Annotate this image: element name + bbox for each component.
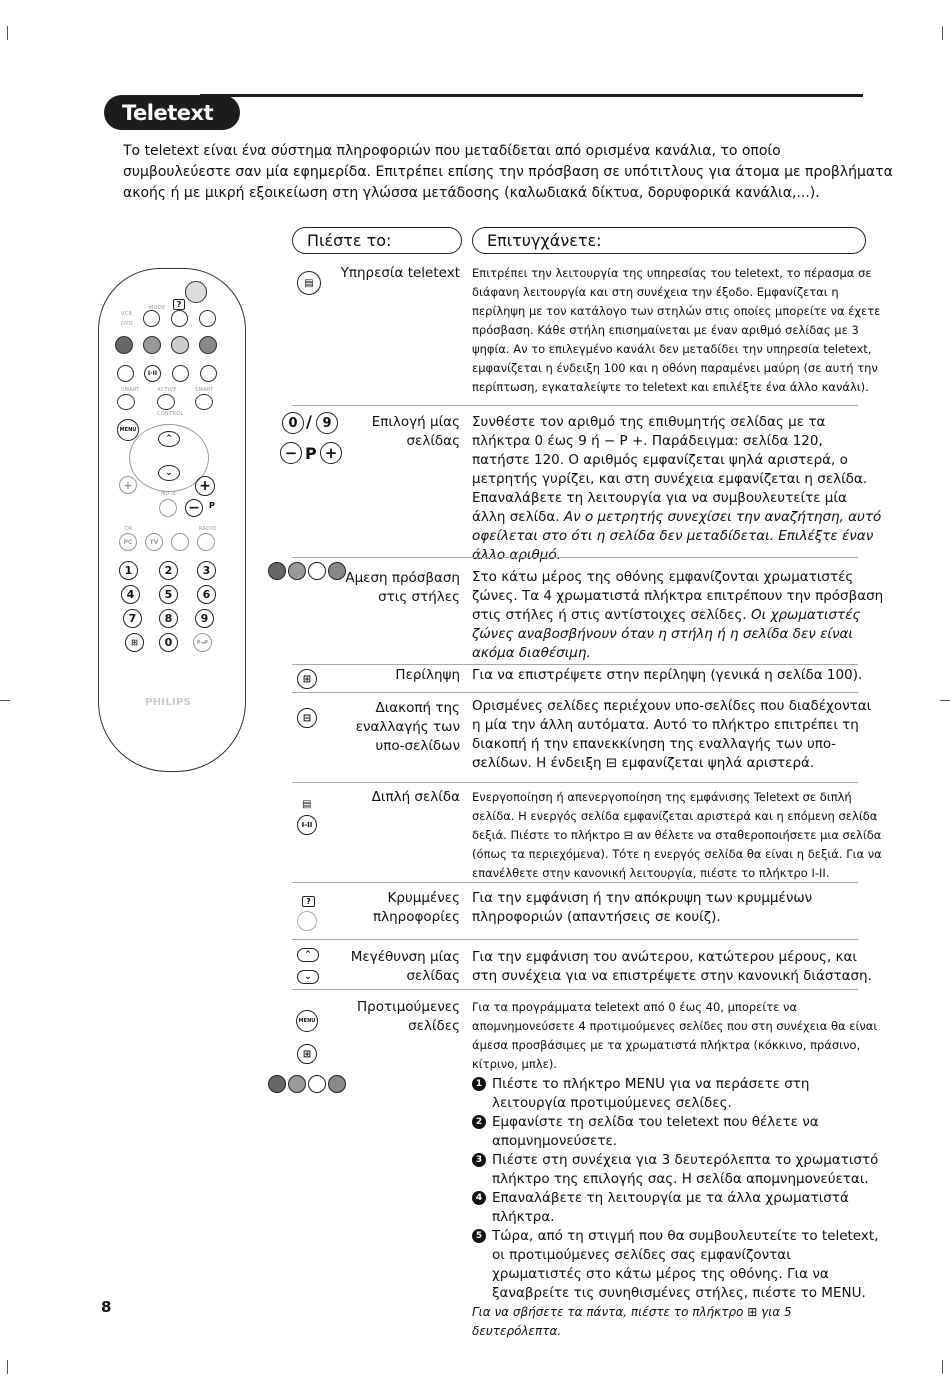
pc-button: PC xyxy=(119,533,137,551)
footnote: Για να σβήσετε τα πάντα, πιέστε το πλήκτρο ⊞ για 5 δευτερόλεπτα. xyxy=(472,1305,792,1338)
crop-mark xyxy=(7,1360,8,1374)
crop-mark xyxy=(942,26,943,40)
teletext-icon: ▤ xyxy=(297,271,321,295)
step-marker: 5 xyxy=(472,1229,486,1243)
green-key-icon xyxy=(288,1075,306,1093)
step-marker: 1 xyxy=(472,1077,486,1091)
remote-btn xyxy=(171,533,189,551)
row-desc xyxy=(472,998,884,1341)
row-desc: Ενεργοποίηση ή απενεργοποίηση της εμφάνισης Teletext σε διπλή σελίδα. Η ενεργός σελίδα εμφανίζεται αριστερά και η επόμενη σελίδα δεξιά. Πιέστε το πλήκτρο ⊟ αν θέλετε να σταθεροποιήσετε μια σελίδα (όπως τα περιεχόμενα). Τότε η ενεργός σελίδα θα είναι η δεξιά. Για να επανέλθετε στην κανονική λειτουργία, πιέστε το πλήκτρο I-II. xyxy=(472,790,882,880)
help-small-icon: ? xyxy=(302,896,315,907)
crop-mark xyxy=(942,1360,943,1374)
down-button: ⌄ xyxy=(158,465,180,481)
remote-btn xyxy=(171,310,188,327)
row-desc-intro: Για τα προγράμματα teletext από 0 έως 40, μπορείτε να απομνημονεύσετε 4 προτιμούμενες σελίδες που στη συνέχεια θα είναι άμεσα προσβάσιμες με τα χρωματιστά πλήκτρα (κόκκινο, πράσινο, κίτρινο, μπλε). xyxy=(472,1000,878,1071)
remote-btn xyxy=(157,394,175,410)
row-label: Περίληψη xyxy=(395,667,460,683)
blue-button xyxy=(199,336,217,354)
help-button: ? xyxy=(173,299,185,310)
row-desc-italic: Οι χρωματιστές ζώνες αναβοσβήνουν όταν η στήλη ή η σελίδα δεν είναι ακόμα διαθέσιμη. xyxy=(472,607,861,661)
index-icon: ⊞ xyxy=(297,1044,317,1064)
row-desc xyxy=(472,413,884,565)
row-desc: Για την εμφάνιση ή την απόκρυψη των κρυμμένων πληροφοριών (απαντήσεις σε κουίζ). xyxy=(472,890,813,925)
remote-label-smart2: SMART xyxy=(195,387,214,393)
power-button xyxy=(185,281,207,303)
crop-mark xyxy=(7,26,8,40)
row-label: Προτιμούμενες σελίδες xyxy=(357,999,460,1034)
page-number: 8 xyxy=(101,1298,112,1316)
step-text: Πιέστε στη συνέχεια για 3 δευτερόλεπτα το χρωματιστό πλήκτρο της επιλογής σας. Η σελίδα απομνημονεύεται. xyxy=(492,1152,879,1187)
digit-7: 7 xyxy=(123,609,142,628)
remote-label-mute: MUTE xyxy=(161,491,177,497)
menu-icon: MENU xyxy=(296,1010,318,1032)
row-desc-text: Συνθέστε τον αριθμό της επιθυμητής σελίδας με τα πλήκτρα 0 έως 9 ή − P +. Παράδειγμα: σελίδα 120, πατήστε 120. Ο αριθμός εμφανίζεται ψηλά αριστερά, ο μετρητής γυρίζει, και στη συνέχεια εμφανίζεται η σελίδα. Επαναλάβετε τη λειτουργία για να συμβουλευτείτε μία άλλη σελίδα. xyxy=(472,414,868,525)
intro-paragraph: Το teletext είναι ένα σύστημα πληροφοριών που μεταδίδεται από ορισμένα κανάλια, το οποίο συμβουλεύεστε σαν μία εφημερίδα. Επιτρέπει επίσης την πρόσβαση σε υπότιτλους για άτομα με προβλήματα ακοής ή με μικρή εξοικείωση στη γλώσσα μετάδοσης (καλωδιακά δίκτυα, δορυφορικά κανάλια,...). xyxy=(123,143,893,201)
remote-btn xyxy=(199,310,216,327)
green-button xyxy=(143,336,161,354)
row-favorites xyxy=(292,989,879,1338)
yellow-key-icon xyxy=(308,562,326,580)
row-desc xyxy=(472,568,884,663)
p-minus-button: − xyxy=(185,499,203,517)
double-page-small-icon: ▤ xyxy=(302,799,312,810)
digit-9: 9 xyxy=(195,609,214,628)
p-plus-button: + xyxy=(195,476,215,496)
digit-8: 8 xyxy=(159,609,178,628)
digit-1: 1 xyxy=(119,561,138,580)
remote-brand: PHILIPS xyxy=(145,697,192,708)
step-item xyxy=(472,1075,884,1113)
crop-mark xyxy=(940,700,950,701)
red-key-icon xyxy=(268,562,286,580)
step-text: Τώρα, από τη στιγμή που θα συμβουλευτείτε το teletext, οι προτιμούμενες σελίδες σας εμφανίζονται χρωματιστές στο κάτω μέρος της οθόνης. Για να ξαναβρείτε τις συνηθισμένες στήλες, πιέστε το MENU. xyxy=(492,1228,879,1301)
digit-2: 2 xyxy=(159,561,178,580)
step-text: Πιέστε το πλήκτρο MENU για να περάσετε στη λειτουργία προτιμούμενες σελίδες. xyxy=(492,1076,810,1111)
remote-btn xyxy=(143,310,160,327)
up-arrow-icon: ⌃ xyxy=(297,948,319,962)
digit-0-icon: 0 xyxy=(282,412,304,434)
remote-label-smart: SMART xyxy=(121,387,140,393)
step-item xyxy=(472,1189,884,1227)
index-icon: ⊞ xyxy=(297,669,317,689)
remote-label-dr: DR xyxy=(125,526,133,532)
row-page-select xyxy=(284,405,882,563)
dual-page-button: I-II xyxy=(144,365,161,382)
row-desc-text: Στο κάτω μέρος της οθόνης εμφανίζονται χρωματιστές ζώνες. Τα 4 χρωματιστά πλήκτρα επιτρέπουν την πρόσβαση στις στήλες ή στις αντίστοιχες σελίδες. xyxy=(472,569,884,623)
remote-label-dvd: DVD xyxy=(121,321,133,327)
teletext-button xyxy=(200,365,217,382)
digit-0: 0 xyxy=(159,633,178,652)
digit-9-icon: 9 xyxy=(316,412,338,434)
remote-btn xyxy=(197,533,215,551)
digit-4: 4 xyxy=(121,585,140,604)
row-subpage-stop xyxy=(292,692,872,782)
row-hidden-info xyxy=(292,882,858,939)
up-button: ⌃ xyxy=(158,431,180,447)
row-label: Υπηρεσία teletext xyxy=(340,265,460,281)
index-button: ⊞ xyxy=(125,633,144,652)
step-list xyxy=(472,1075,884,1303)
digit-6: 6 xyxy=(197,585,216,604)
row-desc: Για να επιστρέψετε στην περίληψη (γενικά η σελίδα 100). xyxy=(472,667,863,683)
remote-btn xyxy=(117,394,135,410)
step-marker: 2 xyxy=(472,1115,486,1129)
yellow-button xyxy=(171,336,189,354)
p-plus-icon: + xyxy=(320,442,342,464)
step-item xyxy=(472,1227,884,1303)
red-key-icon xyxy=(268,1075,286,1093)
remote-btn xyxy=(172,365,189,382)
step-text: Εμφανίστε τη σελίδα του teletext που θέλετε να απομνημονεύσετε. xyxy=(492,1114,819,1149)
pip-button: P◄P xyxy=(193,633,212,652)
row-label: Επιλογή μίας σελίδας xyxy=(371,414,460,449)
green-key-icon xyxy=(288,562,306,580)
header-press: Πιέστε το: xyxy=(292,227,462,254)
row-desc-italic: Αν ο μετρητής συνεχίσει την αναζήτηση, αυτό οφείλεται στο ότι η σελίδα δεν μεταδίδεται. Επιλέξτε έναν άλλο αριθμό. xyxy=(472,509,882,563)
reveal-icon xyxy=(297,911,317,931)
blue-key-icon xyxy=(328,1075,346,1093)
down-arrow-icon: ⌄ xyxy=(297,970,319,984)
step-text: Επαναλάβετε τη λειτουργία με τα άλλα χρωματιστά πλήκτρα. xyxy=(492,1190,849,1225)
row-desc: Ορισμένες σελίδες περιέχουν υπο-σελίδες που διαδέχονται η μία την άλλη αυτόματα. Αυτό το πλήκτρο επιτρέπει τη διακοπή ή την επανεκκίνηση της εναλλαγής των υπο-σελίδων. Η ένδειξη ⊟ εμφανίζεται ψηλά αριστερά. xyxy=(472,698,872,771)
digit-5: 5 xyxy=(159,585,178,604)
row-teletext-service xyxy=(292,262,881,405)
remote-btn xyxy=(117,365,134,382)
red-button xyxy=(115,336,133,354)
menu-button: MENU xyxy=(117,419,139,441)
hold-icon: ⊟ xyxy=(297,708,317,728)
remote-label-p: P xyxy=(209,501,216,510)
mute-button xyxy=(159,499,177,517)
row-desc: Για την εμφάνιση του ανώτερου, κατώτερου μέρους, και στη συνέχεια για να επιστρέψετε στην κανονική διάσταση. xyxy=(472,949,872,984)
row-desc: Επιτρέπει την λειτουργία της υπηρεσίας του teletext, το πέρασμα σε διάφανη λειτουργία και στη συνέχεια την έξοδο. Εμφανίζεται η περίληψη με τον κατάλογο των στηλών στις οποίες μπορείτε να έχετε πρόσβαση. Κάθε στήλη επισημαίνεται με έναν αριθμό σελίδας με 3 ψηφία. Αν το επιλεγμένο κανάλι δεν μεταδίδει την υπηρεσία teletext, εμφανίζεται η ένδειξη 100 και η οθόνη παραμένει μαύρη (σε αυτή την περίπτωση, εγκαταλείψτε το teletext και επιλέξτε ένα άλλο κανάλι). xyxy=(472,266,881,394)
step-item xyxy=(472,1113,884,1151)
remote-btn xyxy=(195,394,213,410)
row-summary xyxy=(292,664,863,692)
slash-icon: / xyxy=(306,412,312,431)
section-title: Teletext xyxy=(104,95,240,130)
tv-button: TV xyxy=(145,533,163,551)
remote-control xyxy=(98,268,246,772)
remote-label-radio: RADIO xyxy=(199,526,217,532)
row-label: Κρυμμένες πληροφορίες xyxy=(372,890,460,925)
step-marker: 3 xyxy=(472,1153,486,1167)
yellow-key-icon xyxy=(308,1075,326,1093)
row-label: Διακοπή της εναλλαγής των υπο-σελίδων xyxy=(355,700,460,754)
remote-label-active: ACTIVE xyxy=(157,387,177,393)
step-item xyxy=(472,1151,884,1189)
row-double-page xyxy=(292,782,882,882)
remote-label-control: CONTROL xyxy=(157,411,184,417)
row-enlarge xyxy=(292,939,872,989)
row-label: Μεγέθυνση μίας σελίδας xyxy=(350,949,460,984)
digit-3: 3 xyxy=(197,561,216,580)
vol-plus-button: + xyxy=(119,476,137,494)
row-label: Διπλή σελίδα xyxy=(371,789,460,805)
crop-mark xyxy=(0,700,10,701)
row-label: Αμεση πρόσβαση στις στήλες xyxy=(345,570,460,605)
step-marker: 4 xyxy=(472,1191,486,1205)
remote-label-mode: MODE xyxy=(149,305,166,311)
header-result: Επιτυγχάνετε: xyxy=(472,227,866,254)
p-minus-icon: − xyxy=(280,442,302,464)
remote-label-vcr: VCR xyxy=(121,311,133,317)
dual-page-icon: I-II xyxy=(297,815,317,835)
row-direct-access xyxy=(292,557,884,664)
p-label-icon: P xyxy=(305,444,317,463)
title-rule xyxy=(200,94,863,97)
